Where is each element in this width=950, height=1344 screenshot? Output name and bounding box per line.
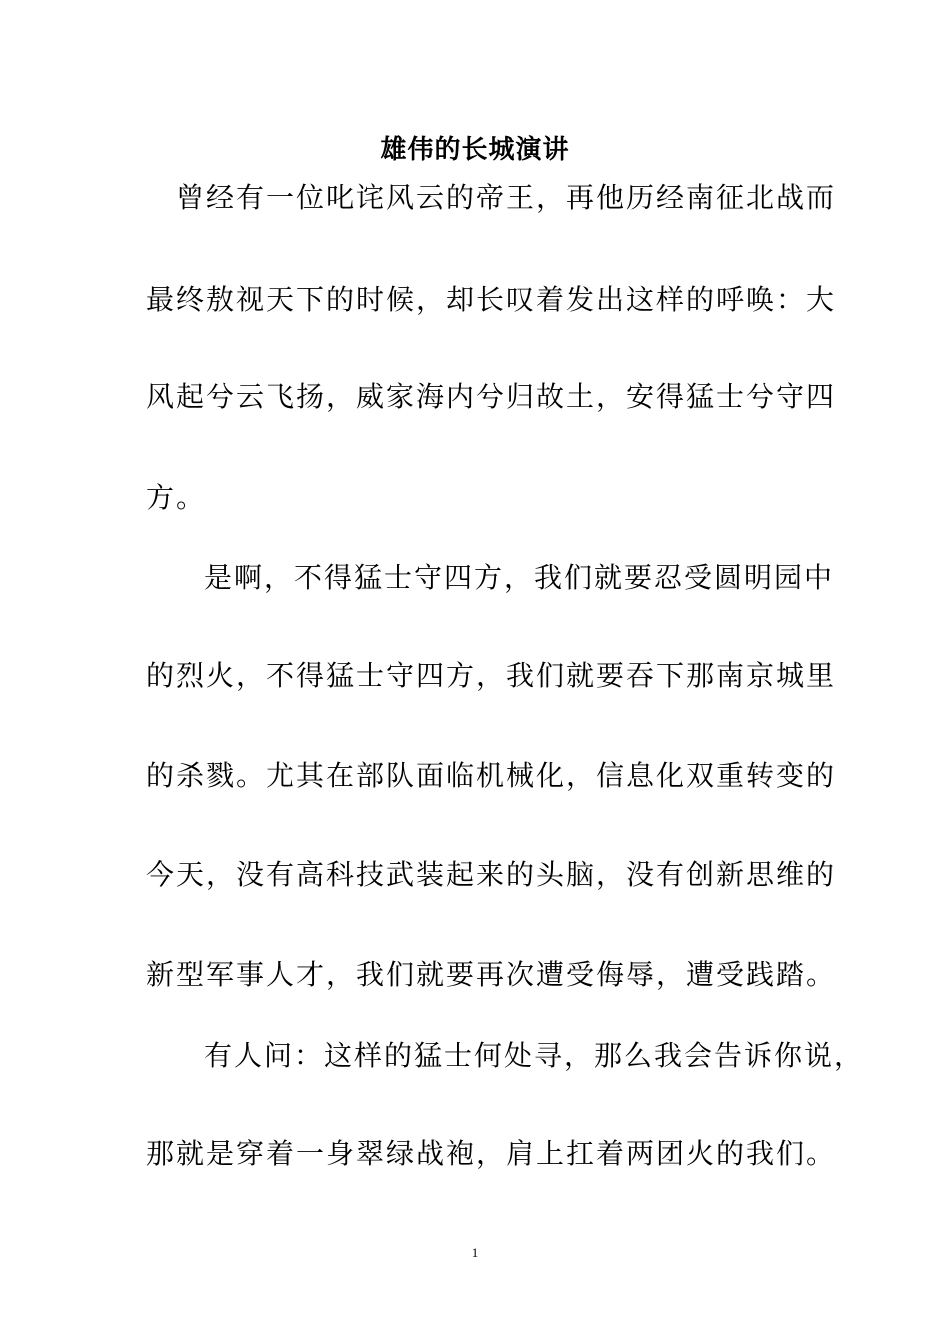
paragraph-line: 有人问：这样的猛士何处寻，那么我会告诉你说， — [204, 1039, 865, 1072]
paragraph-line: 风起兮云飞扬，威家海内兮归故土，安得猛士兮守四 — [146, 380, 837, 413]
paragraph-line: 曾经有一位叱诧风云的帝王，再他历经南征北战而 — [176, 181, 837, 214]
paragraph-line: 新型军事人才，我们就要再次遭受侮辱，遭受践踏。 — [146, 958, 837, 991]
paragraph-line: 方。 — [146, 481, 207, 514]
paragraph-line: 的烈火，不得猛士守四方，我们就要吞下那南京城里 — [146, 659, 837, 692]
paragraph-line: 是啊，不得猛士守四方，我们就要忍受圆明园中 — [204, 561, 835, 594]
paragraph-line: 那就是穿着一身翠绿战袍，肩上扛着两团火的我们。 — [146, 1137, 837, 1170]
paragraph-line: 今天，没有高科技武装起来的头脑，没有创新思维的 — [146, 858, 837, 891]
paragraph-line: 的杀戮。尤其在部队面临机械化，信息化双重转变的 — [146, 759, 837, 792]
page-number: 1 — [471, 1245, 479, 1260]
document-title: 雄伟的长城演讲 — [380, 135, 570, 165]
paragraph-line: 最终敖视天下的时候，却长叹着发出这样的呼唤：大 — [146, 283, 837, 316]
